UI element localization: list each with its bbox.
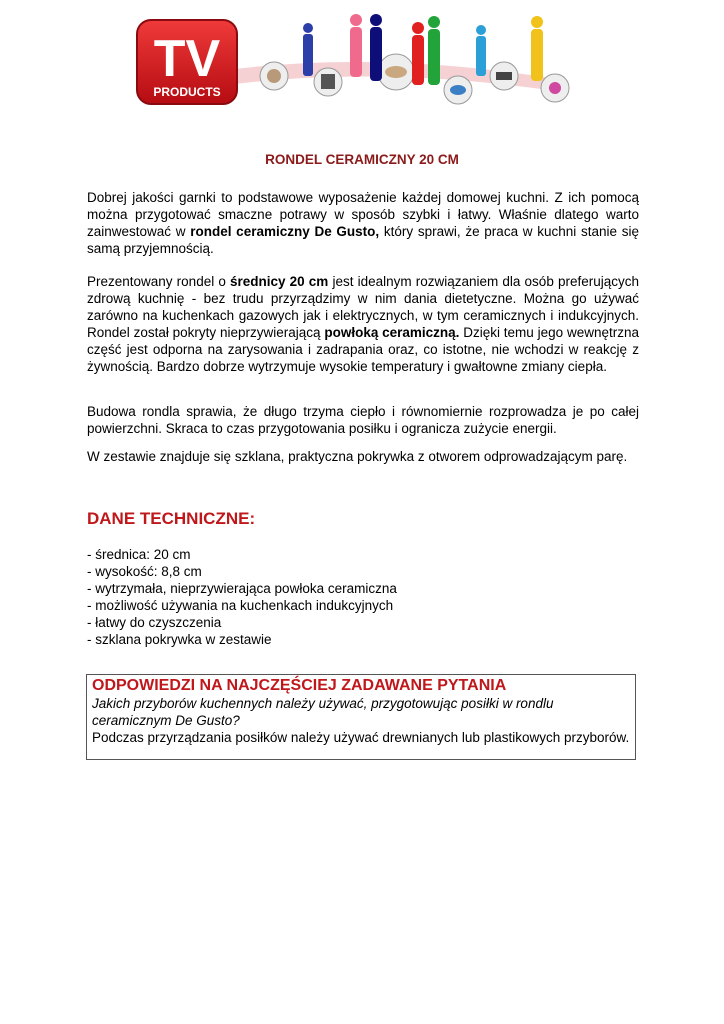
product-circle-3 bbox=[378, 54, 414, 90]
lid-paragraph: W zestawie znajduje się szklana, praktyczna pokrywka z otworem odprowadzającym parę. bbox=[87, 449, 628, 464]
tv-products-banner bbox=[132, 10, 572, 110]
logo-tv-text: TV bbox=[153, 30, 221, 88]
description-bold-coating: powłoką ceramiczną. bbox=[324, 325, 460, 340]
spec-item: - łatwy do czyszczenia bbox=[87, 615, 222, 630]
description-text-1: Prezentowany rondel o bbox=[87, 274, 230, 289]
spec-item: - wysokość: 8,8 cm bbox=[87, 564, 202, 579]
intro-text-bold: rondel ceramiczny De Gusto, bbox=[190, 224, 380, 239]
faq-box bbox=[86, 674, 636, 760]
spec-item: - średnica: 20 cm bbox=[87, 547, 191, 562]
product-circle-1 bbox=[260, 62, 288, 90]
spec-item: - wytrzymała, nieprzywierająca powłoka ceramiczna bbox=[87, 581, 397, 596]
faq-heading: ODPOWIEDZI NA NAJCZĘŚCIEJ ZADAWANE PYTANIA bbox=[92, 677, 507, 694]
description-paragraph bbox=[87, 273, 639, 375]
specs-heading: DANE TECHNICZNE: bbox=[87, 509, 256, 528]
product-circle-2 bbox=[314, 68, 342, 96]
description-text-2: jest idealnym rozwiązaniem dla osób preferujących zdrową kuchnię - bez trudu przyrządzimy w nim dania dietetyczne. Można go używać zarówno na kuchenkach gazowych jak i elektrycznych, w tym ceramicznych i indukcyjnych. Rondel został pokryty nieprzywierającą bbox=[87, 274, 639, 340]
product-circle-5 bbox=[490, 62, 518, 90]
description-bold-diameter: średnicy 20 cm bbox=[229, 274, 329, 289]
page-title: RONDEL CERAMICZNY 20 CM bbox=[265, 152, 459, 167]
description-text-3: Dzięki temu jego wewnętrzna część jest odporna na zarysowania i zadrapania oraz, co istotne, nie wchodzi w reakcję z żywnością. Bardzo dobrze wytrzymuje wysokie temperatury i gwałtowne zmiany ciepła. bbox=[87, 325, 639, 374]
spec-item: - szklana pokrywka w zestawie bbox=[87, 632, 272, 647]
specs-list bbox=[87, 546, 397, 648]
spec-item: - możliwość używania na kuchenkach indukcyjnych bbox=[87, 598, 394, 613]
product-circle-6 bbox=[541, 74, 569, 102]
intro-text-1: Dobrej jakości garnki to podstawowe wyposażenie każdej domowej kuchni. Z ich pomocą można przygotować smaczne potrawy w sposób szybki i łatwy. Właśnie dlatego warto zainwestować w bbox=[87, 190, 639, 239]
faq-question: Jakich przyborów kuchennych należy używać, przygotowując posiłki w rondlu ceramicznym De Gusto? bbox=[92, 696, 554, 728]
heat-paragraph: Budowa rondla sprawia, że długo trzyma ciepło i równomiernie rozprowadza je po całej powierzchni. Skraca to czas przygotowania posiłku i ogranicza zużycie energii. bbox=[87, 404, 639, 436]
intro-text-2: który sprawi, że praca w kuchni stanie się samą przyjemnością. bbox=[87, 224, 639, 256]
product-circle-4 bbox=[444, 76, 472, 104]
faq-answer: Podczas przyrządzania posiłków należy używać drewnianych lub plastikowych przyborów. bbox=[92, 730, 630, 745]
logo-products-text: PRODUCTS bbox=[153, 85, 221, 99]
tv-products-logo bbox=[137, 20, 237, 104]
intro-paragraph bbox=[87, 189, 639, 257]
